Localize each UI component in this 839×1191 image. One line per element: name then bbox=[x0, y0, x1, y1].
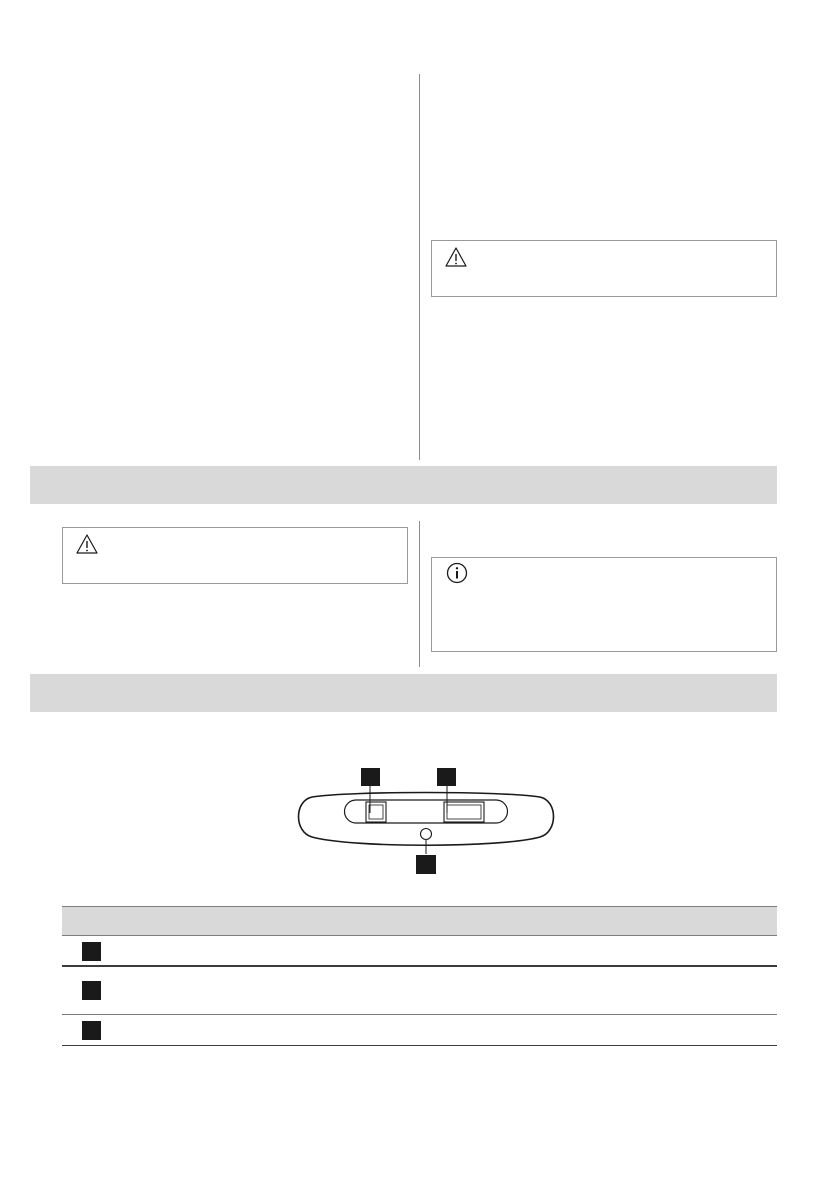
callout-square-1 bbox=[82, 942, 101, 961]
table-row bbox=[62, 936, 777, 967]
info-circle-icon bbox=[446, 562, 468, 584]
callout-square-2 bbox=[82, 981, 101, 1000]
callout-square-3 bbox=[416, 855, 436, 874]
warning-box-middle bbox=[62, 527, 408, 584]
callout-square-3 bbox=[82, 1021, 101, 1040]
warning-box-top bbox=[431, 240, 777, 297]
control-panel-diagram bbox=[290, 760, 562, 882]
section-heading-bar bbox=[30, 466, 777, 504]
table-row bbox=[62, 1015, 777, 1046]
warning-triangle-icon bbox=[76, 534, 98, 554]
table-header bbox=[62, 906, 777, 936]
table-row bbox=[62, 967, 777, 1015]
section-heading-bar bbox=[30, 674, 777, 712]
callout-square-2 bbox=[437, 768, 456, 786]
column-divider-top bbox=[419, 74, 420, 460]
callout-square-1 bbox=[361, 768, 380, 786]
indicator-light bbox=[421, 829, 432, 840]
column-divider-middle bbox=[419, 521, 420, 667]
info-box bbox=[431, 557, 777, 652]
warning-triangle-icon bbox=[445, 247, 467, 267]
